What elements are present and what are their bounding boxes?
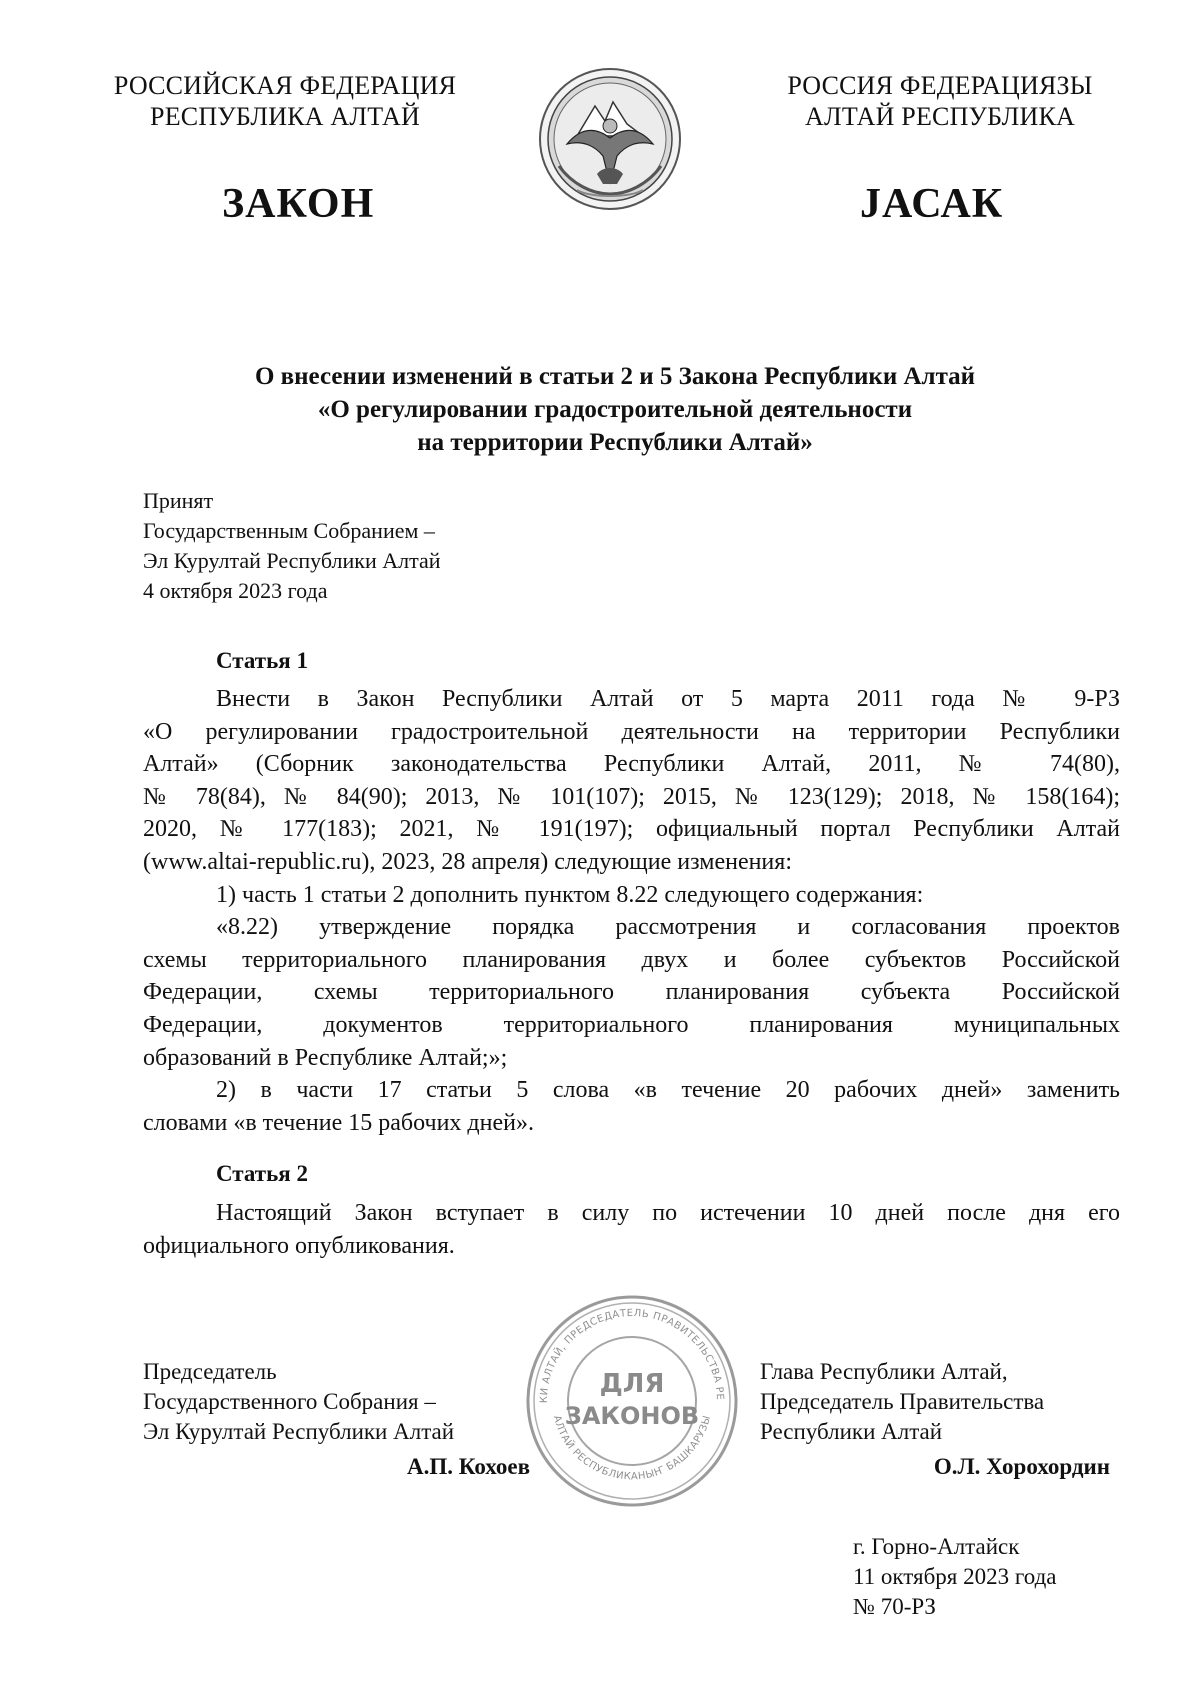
article1-line: Федерации, документов территориального планирования муниципальных — [143, 1011, 1120, 1038]
footer-date: 11 октября 2023 года — [853, 1564, 1057, 1589]
article2-line: официального опубликования. — [143, 1232, 455, 1259]
law-title-ru: ЗАКОН — [222, 181, 375, 227]
header-right — [745, 70, 1135, 132]
header-left-line2: РЕСПУБЛИКА АЛТАЙ — [150, 102, 420, 131]
signature-right-name — [820, 1452, 1110, 1482]
header-right-line1: РОССИЯ ФЕДЕРАЦИЯЗЫ — [787, 71, 1093, 100]
article2-body — [143, 1197, 1120, 1262]
article1-line: 1) часть 1 статьи 2 дополнить пунктом 8.22 следующего содержания: — [216, 881, 924, 908]
signature-right — [760, 1357, 1044, 1447]
adoption-info — [143, 486, 441, 606]
article1-line: 2) в части 17 статьи 5 слова «в течение 20 рабочих дней» заменить — [216, 1077, 1120, 1104]
altai-emblem-icon — [537, 66, 683, 212]
article1-line: № 78(84), № 84(90); 2013, № 101(107); 2015, № 123(129); 2018, № 158(164); — [143, 783, 1120, 810]
signature-right-line3: Республики Алтай — [760, 1419, 943, 1444]
signature-left-line1: Председатель — [143, 1359, 277, 1384]
article1-heading: Статья 1 — [216, 648, 308, 673]
adoption-line1: Принят — [143, 488, 214, 513]
law-title — [150, 360, 1080, 459]
article1-line: словами «в течение 15 рабочих дней». — [143, 1109, 534, 1136]
article1-line: «О регулировании градостроительной деятельности на территории Республики — [143, 718, 1120, 745]
header-left — [90, 70, 480, 132]
signature-left-line3: Эл Курултай Республики Алтай — [143, 1419, 455, 1444]
article1-line: Федерации, схемы территориального планирования субъекта Российской — [143, 979, 1120, 1006]
signature-right-line2: Председатель Правительства — [760, 1389, 1045, 1414]
signature-left-line2: Государственного Собрания – — [143, 1389, 436, 1414]
signatory-left-name: А.П. Кохоев — [407, 1454, 530, 1479]
signature-right-line1: Глава Республики Алтай, — [760, 1359, 1008, 1384]
header-right-line2: АЛТАЙ РЕСПУБЛИКА — [805, 102, 1075, 131]
article1-line: 2020, № 177(183); 2021, № 191(197); официальный портал Республики Алтай — [143, 816, 1120, 843]
article1-line: «8.22) утверждение порядка рассмотрения и согласования проектов — [216, 914, 1120, 941]
footer-city: г. Горно-Алтайск — [853, 1534, 1020, 1559]
law-title-line3: на территории Республики Алтай» — [417, 429, 813, 456]
stamp-ring-top: КИ АЛТАЙ, ПРЕДСЕДАТЕЛЬ ПРАВИТЕЛЬСТВА РЕ — [538, 1307, 726, 1404]
article1-line: схемы территориального планирования двух и более субъектов Российской — [143, 946, 1120, 973]
signatory-right-name: О.Л. Хорохордин — [933, 1454, 1110, 1479]
article1-line: образований в Республике Алтай;»; — [143, 1044, 508, 1071]
adoption-line3: Эл Курултай Республики Алтай — [143, 548, 441, 573]
article1-line: (www.altai-republic.ru), 2023, 28 апреля) следующие изменения: — [143, 848, 792, 875]
footer-number: № 70-РЗ — [853, 1594, 936, 1619]
header-left-line1: РОССИЙСКАЯ ФЕДЕРАЦИЯ — [113, 71, 457, 100]
official-stamp — [523, 1292, 741, 1510]
law-title-line1: О внесении изменений в статьи 2 и 5 Закона Республики Алтай — [254, 363, 976, 390]
stamp-line2: ЗАКОНОВ — [564, 1402, 700, 1430]
footer-place-date — [853, 1532, 1057, 1622]
article1-body — [143, 683, 1120, 1139]
stamp-ring-bottom: АЛТАЙ РЕСПУБЛИКАНЫҤ БАШКАРУЗЫ — [550, 1414, 714, 1483]
law-title-line2: «О регулировании градостроительной деятельности — [317, 396, 913, 423]
article1-line: Алтай» (Сборник законодательства Республики Алтай, 2011, № 74(80), — [143, 751, 1120, 778]
adoption-line2: Государственным Собранием – — [143, 518, 435, 543]
article1-line: Внести в Закон Республики Алтай от 5 марта 2011 года № 9-РЗ — [216, 686, 1120, 712]
article2-heading: Статья 2 — [216, 1161, 308, 1186]
signature-left-name — [300, 1452, 530, 1482]
stamp-line1: ДЛЯ — [599, 1369, 665, 1399]
law-title-alt: JАСАК — [860, 181, 1004, 227]
adoption-date: 4 октября 2023 года — [143, 578, 328, 603]
article2-line: Настоящий Закон вступает в силу по истечении 10 дней после дня его — [216, 1200, 1120, 1226]
signature-left — [143, 1357, 454, 1447]
